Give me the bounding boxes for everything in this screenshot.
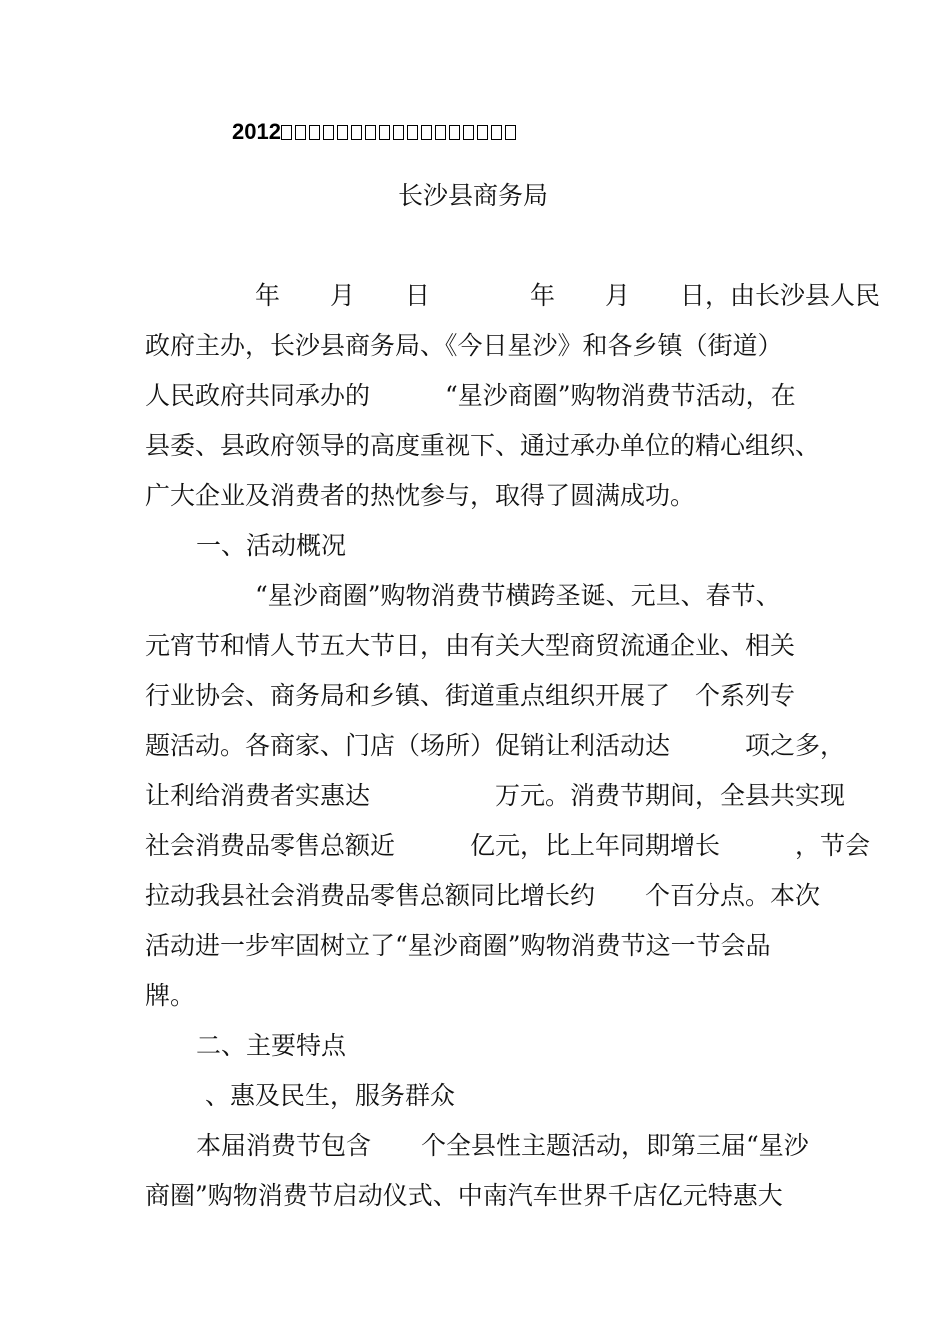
intro-line: 人民政府共同承办的 “星沙商圈”购物消费节活动，在 (145, 381, 796, 410)
document-title (232, 118, 519, 146)
subheading-benefit: 、惠及民生，服务群众 (205, 1081, 456, 1110)
overview-line: 行业协会、商务局和乡镇、街道重点组织开展了 个系列专 (145, 681, 796, 710)
missing-glyph-box (337, 125, 348, 140)
missing-glyph-box (505, 125, 516, 140)
intro-line: 县委、县政府领导的高度重视下、通过承办单位的精心组织、 (145, 431, 821, 460)
benefit-line: 本届消费节包含 个全县性主题活动，即第三届“星沙 (196, 1131, 809, 1160)
overview-line: 让利给消费者实惠达 万元。消费节期间，全县共实现 (145, 781, 846, 810)
benefit-line: 商圈”购物消费节启动仪式、中南汽车世界千店亿元特惠大 (145, 1181, 783, 1210)
section-heading-overview: 一、活动概况 (196, 531, 347, 560)
intro-line: 政府主办，长沙县商务局、《今日星沙》和各乡镇（街道） (145, 331, 783, 360)
missing-glyph-box (295, 125, 306, 140)
document-author: 长沙县商务局 (398, 181, 549, 210)
missing-glyph-box (477, 125, 488, 140)
title-year: 2012 (232, 119, 281, 144)
missing-glyph-box (379, 125, 390, 140)
missing-glyph-box (421, 125, 432, 140)
intro-line: 广大企业及消费者的热忱参与，取得了圆满成功。 (145, 481, 696, 510)
overview-line: 牌。 (145, 981, 196, 1010)
missing-glyph-box (491, 125, 502, 140)
missing-glyph-box (435, 125, 446, 140)
missing-glyph-box (393, 125, 404, 140)
missing-glyph-box (281, 125, 292, 140)
title-missing-glyphs (281, 119, 519, 144)
overview-line: 社会消费品零售总额近 亿元，比上年同期增长 ，节会 (145, 831, 871, 860)
missing-glyph-box (309, 125, 320, 140)
overview-line: “星沙商圈”购物消费节横跨圣诞、元旦、春节、 (255, 581, 781, 610)
missing-glyph-box (323, 125, 334, 140)
missing-glyph-box (463, 125, 474, 140)
intro-line: 年 月 日 年 月 日，由长沙县人民 (255, 281, 881, 310)
missing-glyph-box (407, 125, 418, 140)
overview-line: 元宵节和情人节五大节日，由有关大型商贸流通企业、相关 (145, 631, 796, 660)
section-heading-features: 二、主要特点 (196, 1031, 347, 1060)
missing-glyph-box (365, 125, 376, 140)
overview-line: 活动进一步牢固树立了“星沙商圈”购物消费节这一节会品 (145, 931, 771, 960)
missing-glyph-box (351, 125, 362, 140)
overview-line: 题活动。各商家、门店（场所）促销让利活动达 项之多， (145, 731, 846, 760)
missing-glyph-box (449, 125, 460, 140)
overview-line: 拉动我县社会消费品零售总额同比增长约 个百分点。本次 (145, 881, 821, 910)
